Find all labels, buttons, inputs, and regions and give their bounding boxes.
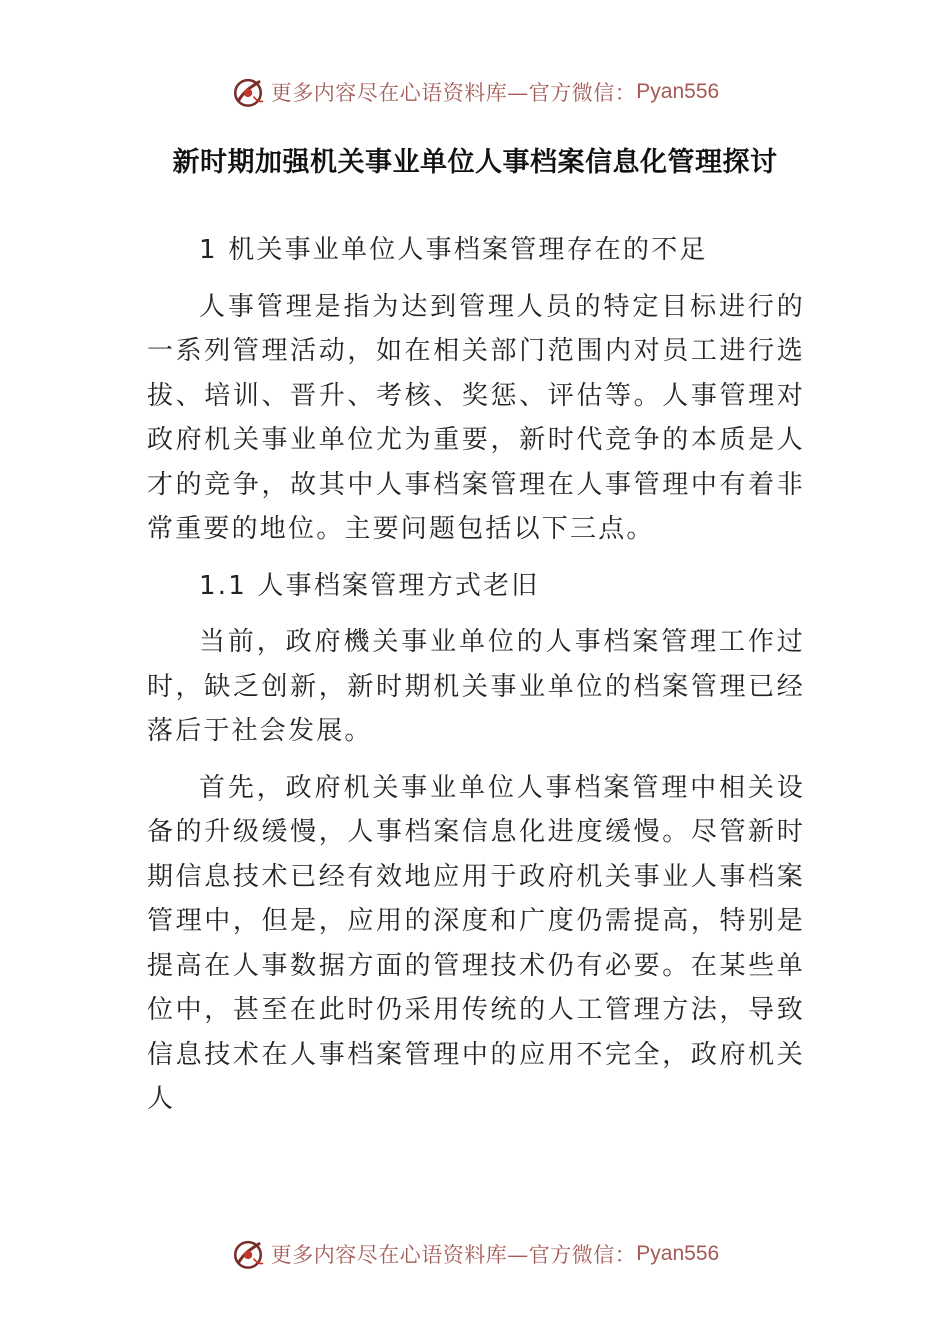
- wechat-id: Pyan556: [636, 1242, 720, 1265]
- document-body: [147, 228, 805, 1134]
- banner-text: 更多内容尽在心语资料库—官方微信：: [270, 1243, 637, 1267]
- ink-brush-logo-icon: [231, 1237, 265, 1271]
- section-heading: 1 机关事业单位人事档案管理存在的不足: [199, 235, 708, 265]
- document-title: 新时期加强机关事业单位人事档案信息化管理探讨: [172, 147, 778, 178]
- paragraph: 当前，政府機关事业单位的人事档案管理工作过时，缺乏创新，新时期机关事业单位的档案管理已经落后于社会发展。: [147, 627, 805, 746]
- ink-brush-logo-icon: [231, 75, 265, 109]
- banner-text: 更多内容尽在心语资料库—官方微信：: [270, 81, 637, 105]
- subsection-heading: 1.1 人事档案管理方式老旧: [199, 570, 540, 601]
- footer-banner: [0, 1232, 950, 1276]
- wechat-id: Pyan556: [636, 80, 720, 103]
- header-banner: [0, 70, 950, 114]
- paragraph: 人事管理是指为达到管理人员的特定目标进行的一系列管理活动，如在相关部门范围内对员工进行选拔、培训、晋升、考核、奖惩、评估等。人事管理对政府机关事业单位尤为重要，新时代竞争的本质是人才的竞争，故其中人事档案管理在人事管理中有着非常重要的地位。主要问题包括以下三点。: [147, 291, 805, 544]
- paragraph: 首先，政府机关事业单位人事档案管理中相关设备的升级缓慢，人事档案信息化进度缓慢。尽管新时期信息技术已经有效地应用于政府机关事业人事档案管理中，但是，应用的深度和广度仍需提高，特别是提高在人事数据方面的管理技术仍有必要。在某些单位中，甚至在此时仍采用传统的人工管理方法，导致信息技术在人事档案管理中的应用不完全，政府机关人: [147, 772, 805, 1114]
